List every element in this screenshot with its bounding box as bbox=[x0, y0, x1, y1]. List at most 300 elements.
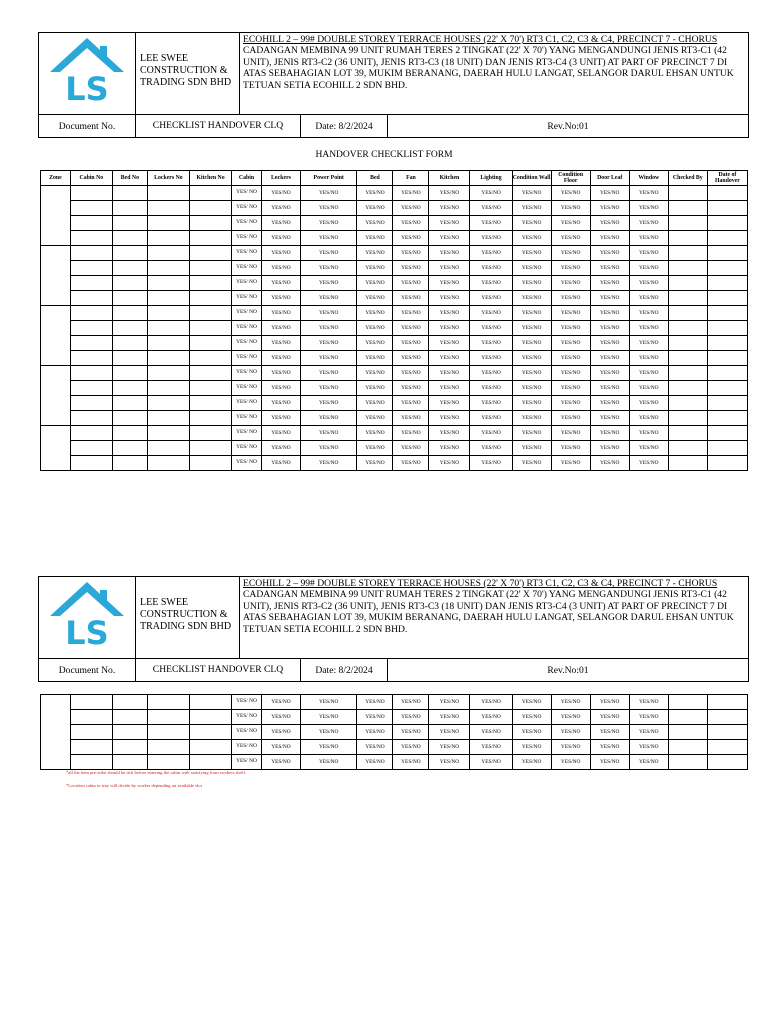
entry-cell[interactable] bbox=[668, 231, 707, 246]
yes-no-cell[interactable]: YES/NO bbox=[470, 426, 512, 441]
yes-no-cell[interactable]: YES/NO bbox=[261, 261, 300, 276]
yes-no-cell[interactable]: YES/NO bbox=[393, 321, 429, 336]
yes-no-cell[interactable]: YES/NO bbox=[300, 291, 357, 306]
yes-no-cell[interactable]: YES/NO bbox=[551, 246, 590, 261]
yes-no-cell[interactable]: YES/NO bbox=[429, 441, 470, 456]
zone-cell[interactable] bbox=[41, 426, 71, 471]
entry-cell[interactable] bbox=[112, 351, 147, 366]
entry-cell[interactable] bbox=[707, 740, 747, 755]
yes-no-cell[interactable]: YES/NO bbox=[470, 695, 512, 710]
entry-cell[interactable] bbox=[112, 366, 147, 381]
yes-no-cell[interactable]: YES/NO bbox=[393, 755, 429, 770]
yes-no-cell[interactable]: YES/NO bbox=[590, 426, 629, 441]
yes-no-cell[interactable]: YES/NO bbox=[629, 426, 668, 441]
cabin-yes-no-cell[interactable]: YES/ NO bbox=[232, 291, 262, 306]
entry-cell[interactable] bbox=[70, 231, 112, 246]
yes-no-cell[interactable]: YES/NO bbox=[629, 216, 668, 231]
entry-cell[interactable] bbox=[189, 201, 231, 216]
yes-no-cell[interactable]: YES/NO bbox=[629, 321, 668, 336]
yes-no-cell[interactable]: YES/NO bbox=[393, 695, 429, 710]
yes-no-cell[interactable]: YES/NO bbox=[590, 261, 629, 276]
yes-no-cell[interactable]: YES/NO bbox=[629, 276, 668, 291]
entry-cell[interactable] bbox=[189, 321, 231, 336]
entry-cell[interactable] bbox=[707, 710, 747, 725]
entry-cell[interactable] bbox=[189, 216, 231, 231]
yes-no-cell[interactable]: YES/NO bbox=[393, 216, 429, 231]
entry-cell[interactable] bbox=[668, 755, 707, 770]
yes-no-cell[interactable]: YES/NO bbox=[590, 216, 629, 231]
entry-cell[interactable] bbox=[70, 426, 112, 441]
yes-no-cell[interactable]: YES/NO bbox=[429, 351, 470, 366]
yes-no-cell[interactable]: YES/NO bbox=[629, 456, 668, 471]
entry-cell[interactable] bbox=[112, 396, 147, 411]
entry-cell[interactable] bbox=[112, 261, 147, 276]
entry-cell[interactable] bbox=[668, 276, 707, 291]
yes-no-cell[interactable]: YES/NO bbox=[393, 426, 429, 441]
entry-cell[interactable] bbox=[147, 321, 189, 336]
yes-no-cell[interactable]: YES/NO bbox=[470, 456, 512, 471]
yes-no-cell[interactable]: YES/NO bbox=[512, 396, 551, 411]
yes-no-cell[interactable]: YES/NO bbox=[590, 381, 629, 396]
zone-cell[interactable] bbox=[41, 366, 71, 426]
yes-no-cell[interactable]: YES/NO bbox=[470, 710, 512, 725]
entry-cell[interactable] bbox=[707, 231, 747, 246]
yes-no-cell[interactable]: YES/NO bbox=[429, 396, 470, 411]
entry-cell[interactable] bbox=[189, 456, 231, 471]
yes-no-cell[interactable]: YES/NO bbox=[357, 261, 393, 276]
entry-cell[interactable] bbox=[707, 456, 747, 471]
yes-no-cell[interactable]: YES/NO bbox=[512, 336, 551, 351]
yes-no-cell[interactable]: YES/NO bbox=[357, 381, 393, 396]
yes-no-cell[interactable]: YES/NO bbox=[590, 725, 629, 740]
entry-cell[interactable] bbox=[668, 740, 707, 755]
yes-no-cell[interactable]: YES/NO bbox=[393, 396, 429, 411]
entry-cell[interactable] bbox=[147, 366, 189, 381]
yes-no-cell[interactable]: YES/NO bbox=[261, 411, 300, 426]
yes-no-cell[interactable]: YES/NO bbox=[470, 755, 512, 770]
yes-no-cell[interactable]: YES/NO bbox=[429, 261, 470, 276]
yes-no-cell[interactable]: YES/NO bbox=[551, 411, 590, 426]
yes-no-cell[interactable]: YES/NO bbox=[512, 186, 551, 201]
entry-cell[interactable] bbox=[668, 321, 707, 336]
entry-cell[interactable] bbox=[189, 306, 231, 321]
entry-cell[interactable] bbox=[70, 336, 112, 351]
cabin-yes-no-cell[interactable]: YES/ NO bbox=[232, 246, 262, 261]
yes-no-cell[interactable]: YES/NO bbox=[393, 441, 429, 456]
yes-no-cell[interactable]: YES/NO bbox=[470, 336, 512, 351]
entry-cell[interactable] bbox=[70, 306, 112, 321]
yes-no-cell[interactable]: YES/NO bbox=[261, 725, 300, 740]
yes-no-cell[interactable]: YES/NO bbox=[512, 201, 551, 216]
yes-no-cell[interactable]: YES/NO bbox=[393, 456, 429, 471]
yes-no-cell[interactable]: YES/NO bbox=[470, 216, 512, 231]
yes-no-cell[interactable]: YES/NO bbox=[629, 695, 668, 710]
yes-no-cell[interactable]: YES/NO bbox=[300, 695, 357, 710]
entry-cell[interactable] bbox=[112, 441, 147, 456]
entry-cell[interactable] bbox=[707, 426, 747, 441]
entry-cell[interactable] bbox=[707, 291, 747, 306]
yes-no-cell[interactable]: YES/NO bbox=[551, 740, 590, 755]
entry-cell[interactable] bbox=[668, 396, 707, 411]
entry-cell[interactable] bbox=[112, 216, 147, 231]
yes-no-cell[interactable]: YES/NO bbox=[512, 246, 551, 261]
yes-no-cell[interactable]: YES/NO bbox=[629, 351, 668, 366]
yes-no-cell[interactable]: YES/NO bbox=[590, 411, 629, 426]
entry-cell[interactable] bbox=[70, 351, 112, 366]
yes-no-cell[interactable]: YES/NO bbox=[261, 216, 300, 231]
entry-cell[interactable] bbox=[189, 381, 231, 396]
yes-no-cell[interactable]: YES/NO bbox=[300, 246, 357, 261]
yes-no-cell[interactable]: YES/NO bbox=[470, 186, 512, 201]
yes-no-cell[interactable]: YES/NO bbox=[300, 276, 357, 291]
yes-no-cell[interactable]: YES/NO bbox=[429, 246, 470, 261]
yes-no-cell[interactable]: YES/NO bbox=[551, 755, 590, 770]
entry-cell[interactable] bbox=[707, 396, 747, 411]
entry-cell[interactable] bbox=[147, 411, 189, 426]
yes-no-cell[interactable]: YES/NO bbox=[629, 186, 668, 201]
entry-cell[interactable] bbox=[668, 366, 707, 381]
yes-no-cell[interactable]: YES/NO bbox=[551, 396, 590, 411]
entry-cell[interactable] bbox=[707, 411, 747, 426]
yes-no-cell[interactable]: YES/NO bbox=[357, 186, 393, 201]
entry-cell[interactable] bbox=[70, 261, 112, 276]
yes-no-cell[interactable]: YES/NO bbox=[393, 276, 429, 291]
yes-no-cell[interactable]: YES/NO bbox=[470, 201, 512, 216]
cabin-yes-no-cell[interactable]: YES/ NO bbox=[232, 381, 262, 396]
yes-no-cell[interactable]: YES/NO bbox=[357, 246, 393, 261]
entry-cell[interactable] bbox=[70, 276, 112, 291]
entry-cell[interactable] bbox=[147, 201, 189, 216]
yes-no-cell[interactable]: YES/NO bbox=[470, 411, 512, 426]
yes-no-cell[interactable]: YES/NO bbox=[300, 201, 357, 216]
yes-no-cell[interactable]: YES/NO bbox=[551, 695, 590, 710]
yes-no-cell[interactable]: YES/NO bbox=[512, 321, 551, 336]
entry-cell[interactable] bbox=[707, 216, 747, 231]
entry-cell[interactable] bbox=[147, 725, 189, 740]
yes-no-cell[interactable]: YES/NO bbox=[300, 740, 357, 755]
entry-cell[interactable] bbox=[189, 710, 231, 725]
yes-no-cell[interactable]: YES/NO bbox=[470, 366, 512, 381]
yes-no-cell[interactable]: YES/NO bbox=[512, 351, 551, 366]
yes-no-cell[interactable]: YES/NO bbox=[551, 261, 590, 276]
yes-no-cell[interactable]: YES/NO bbox=[629, 336, 668, 351]
yes-no-cell[interactable]: YES/NO bbox=[357, 231, 393, 246]
yes-no-cell[interactable]: YES/NO bbox=[357, 216, 393, 231]
yes-no-cell[interactable]: YES/NO bbox=[429, 276, 470, 291]
yes-no-cell[interactable]: YES/NO bbox=[512, 261, 551, 276]
yes-no-cell[interactable]: YES/NO bbox=[551, 231, 590, 246]
yes-no-cell[interactable]: YES/NO bbox=[300, 186, 357, 201]
cabin-yes-no-cell[interactable]: YES/ NO bbox=[232, 725, 262, 740]
yes-no-cell[interactable]: YES/NO bbox=[393, 411, 429, 426]
cabin-yes-no-cell[interactable]: YES/ NO bbox=[232, 261, 262, 276]
yes-no-cell[interactable]: YES/NO bbox=[512, 216, 551, 231]
yes-no-cell[interactable]: YES/NO bbox=[551, 201, 590, 216]
yes-no-cell[interactable]: YES/NO bbox=[429, 755, 470, 770]
yes-no-cell[interactable]: YES/NO bbox=[590, 201, 629, 216]
yes-no-cell[interactable]: YES/NO bbox=[551, 710, 590, 725]
cabin-yes-no-cell[interactable]: YES/ NO bbox=[232, 306, 262, 321]
yes-no-cell[interactable]: YES/NO bbox=[261, 201, 300, 216]
yes-no-cell[interactable]: YES/NO bbox=[393, 710, 429, 725]
yes-no-cell[interactable]: YES/NO bbox=[590, 246, 629, 261]
cabin-yes-no-cell[interactable]: YES/ NO bbox=[232, 441, 262, 456]
yes-no-cell[interactable]: YES/NO bbox=[300, 231, 357, 246]
yes-no-cell[interactable]: YES/NO bbox=[357, 336, 393, 351]
yes-no-cell[interactable]: YES/NO bbox=[551, 336, 590, 351]
yes-no-cell[interactable]: YES/NO bbox=[429, 725, 470, 740]
entry-cell[interactable] bbox=[70, 411, 112, 426]
entry-cell[interactable] bbox=[189, 291, 231, 306]
entry-cell[interactable] bbox=[189, 366, 231, 381]
yes-no-cell[interactable]: YES/NO bbox=[512, 710, 551, 725]
entry-cell[interactable] bbox=[707, 321, 747, 336]
yes-no-cell[interactable]: YES/NO bbox=[629, 381, 668, 396]
yes-no-cell[interactable]: YES/NO bbox=[551, 456, 590, 471]
entry-cell[interactable] bbox=[147, 426, 189, 441]
yes-no-cell[interactable]: YES/NO bbox=[551, 351, 590, 366]
entry-cell[interactable] bbox=[112, 201, 147, 216]
yes-no-cell[interactable]: YES/NO bbox=[590, 231, 629, 246]
yes-no-cell[interactable]: YES/NO bbox=[470, 291, 512, 306]
yes-no-cell[interactable]: YES/NO bbox=[470, 261, 512, 276]
yes-no-cell[interactable]: YES/NO bbox=[357, 411, 393, 426]
cabin-yes-no-cell[interactable]: YES/ NO bbox=[232, 740, 262, 755]
entry-cell[interactable] bbox=[112, 456, 147, 471]
yes-no-cell[interactable]: YES/NO bbox=[357, 725, 393, 740]
yes-no-cell[interactable]: YES/NO bbox=[512, 456, 551, 471]
yes-no-cell[interactable]: YES/NO bbox=[393, 186, 429, 201]
yes-no-cell[interactable]: YES/NO bbox=[357, 740, 393, 755]
entry-cell[interactable] bbox=[668, 426, 707, 441]
yes-no-cell[interactable]: YES/NO bbox=[512, 725, 551, 740]
yes-no-cell[interactable]: YES/NO bbox=[590, 186, 629, 201]
yes-no-cell[interactable]: YES/NO bbox=[429, 291, 470, 306]
yes-no-cell[interactable]: YES/NO bbox=[429, 231, 470, 246]
cabin-yes-no-cell[interactable]: YES/ NO bbox=[232, 276, 262, 291]
entry-cell[interactable] bbox=[147, 261, 189, 276]
yes-no-cell[interactable]: YES/NO bbox=[590, 321, 629, 336]
yes-no-cell[interactable]: YES/NO bbox=[512, 755, 551, 770]
entry-cell[interactable] bbox=[147, 351, 189, 366]
yes-no-cell[interactable]: YES/NO bbox=[300, 321, 357, 336]
yes-no-cell[interactable]: YES/NO bbox=[261, 740, 300, 755]
yes-no-cell[interactable]: YES/NO bbox=[629, 306, 668, 321]
entry-cell[interactable] bbox=[668, 695, 707, 710]
cabin-yes-no-cell[interactable]: YES/ NO bbox=[232, 411, 262, 426]
entry-cell[interactable] bbox=[112, 336, 147, 351]
yes-no-cell[interactable]: YES/NO bbox=[300, 441, 357, 456]
cabin-yes-no-cell[interactable]: YES/ NO bbox=[232, 755, 262, 770]
yes-no-cell[interactable]: YES/NO bbox=[590, 396, 629, 411]
entry-cell[interactable] bbox=[112, 381, 147, 396]
yes-no-cell[interactable]: YES/NO bbox=[590, 456, 629, 471]
yes-no-cell[interactable]: YES/NO bbox=[261, 441, 300, 456]
yes-no-cell[interactable]: YES/NO bbox=[551, 306, 590, 321]
yes-no-cell[interactable]: YES/NO bbox=[470, 396, 512, 411]
entry-cell[interactable] bbox=[668, 246, 707, 261]
yes-no-cell[interactable]: YES/NO bbox=[261, 276, 300, 291]
yes-no-cell[interactable]: YES/NO bbox=[300, 351, 357, 366]
zone-cell[interactable] bbox=[41, 186, 71, 246]
entry-cell[interactable] bbox=[147, 695, 189, 710]
yes-no-cell[interactable]: YES/NO bbox=[357, 441, 393, 456]
entry-cell[interactable] bbox=[668, 411, 707, 426]
entry-cell[interactable] bbox=[112, 291, 147, 306]
yes-no-cell[interactable]: YES/NO bbox=[429, 411, 470, 426]
yes-no-cell[interactable]: YES/NO bbox=[261, 710, 300, 725]
entry-cell[interactable] bbox=[147, 276, 189, 291]
entry-cell[interactable] bbox=[668, 725, 707, 740]
entry-cell[interactable] bbox=[707, 695, 747, 710]
entry-cell[interactable] bbox=[189, 411, 231, 426]
yes-no-cell[interactable]: YES/NO bbox=[629, 725, 668, 740]
yes-no-cell[interactable]: YES/NO bbox=[300, 411, 357, 426]
entry-cell[interactable] bbox=[70, 396, 112, 411]
yes-no-cell[interactable]: YES/NO bbox=[470, 246, 512, 261]
entry-cell[interactable] bbox=[668, 441, 707, 456]
yes-no-cell[interactable]: YES/NO bbox=[393, 366, 429, 381]
yes-no-cell[interactable]: YES/NO bbox=[429, 201, 470, 216]
yes-no-cell[interactable]: YES/NO bbox=[590, 441, 629, 456]
yes-no-cell[interactable]: YES/NO bbox=[261, 426, 300, 441]
yes-no-cell[interactable]: YES/NO bbox=[393, 740, 429, 755]
entry-cell[interactable] bbox=[707, 246, 747, 261]
entry-cell[interactable] bbox=[112, 710, 147, 725]
entry-cell[interactable] bbox=[189, 755, 231, 770]
entry-cell[interactable] bbox=[189, 351, 231, 366]
entry-cell[interactable] bbox=[668, 291, 707, 306]
entry-cell[interactable] bbox=[70, 725, 112, 740]
yes-no-cell[interactable]: YES/NO bbox=[470, 276, 512, 291]
yes-no-cell[interactable]: YES/NO bbox=[429, 426, 470, 441]
entry-cell[interactable] bbox=[189, 740, 231, 755]
yes-no-cell[interactable]: YES/NO bbox=[590, 710, 629, 725]
yes-no-cell[interactable]: YES/NO bbox=[429, 366, 470, 381]
yes-no-cell[interactable]: YES/NO bbox=[393, 201, 429, 216]
yes-no-cell[interactable]: YES/NO bbox=[629, 396, 668, 411]
entry-cell[interactable] bbox=[707, 755, 747, 770]
entry-cell[interactable] bbox=[112, 276, 147, 291]
entry-cell[interactable] bbox=[668, 381, 707, 396]
entry-cell[interactable] bbox=[668, 456, 707, 471]
yes-no-cell[interactable]: YES/NO bbox=[512, 291, 551, 306]
cabin-yes-no-cell[interactable]: YES/ NO bbox=[232, 321, 262, 336]
entry-cell[interactable] bbox=[707, 381, 747, 396]
yes-no-cell[interactable]: YES/NO bbox=[629, 246, 668, 261]
yes-no-cell[interactable]: YES/NO bbox=[300, 381, 357, 396]
yes-no-cell[interactable]: YES/NO bbox=[261, 336, 300, 351]
yes-no-cell[interactable]: YES/NO bbox=[590, 366, 629, 381]
yes-no-cell[interactable]: YES/NO bbox=[629, 231, 668, 246]
entry-cell[interactable] bbox=[147, 710, 189, 725]
yes-no-cell[interactable]: YES/NO bbox=[470, 321, 512, 336]
entry-cell[interactable] bbox=[112, 725, 147, 740]
yes-no-cell[interactable]: YES/NO bbox=[429, 306, 470, 321]
entry-cell[interactable] bbox=[112, 306, 147, 321]
yes-no-cell[interactable]: YES/NO bbox=[629, 261, 668, 276]
entry-cell[interactable] bbox=[707, 441, 747, 456]
entry-cell[interactable] bbox=[668, 351, 707, 366]
entry-cell[interactable] bbox=[147, 231, 189, 246]
entry-cell[interactable] bbox=[189, 695, 231, 710]
entry-cell[interactable] bbox=[707, 261, 747, 276]
zone-cell[interactable] bbox=[41, 246, 71, 306]
yes-no-cell[interactable]: YES/NO bbox=[393, 246, 429, 261]
yes-no-cell[interactable]: YES/NO bbox=[470, 740, 512, 755]
yes-no-cell[interactable]: YES/NO bbox=[300, 710, 357, 725]
entry-cell[interactable] bbox=[147, 441, 189, 456]
entry-cell[interactable] bbox=[70, 216, 112, 231]
entry-cell[interactable] bbox=[70, 201, 112, 216]
cabin-yes-no-cell[interactable]: YES/ NO bbox=[232, 336, 262, 351]
yes-no-cell[interactable]: YES/NO bbox=[261, 396, 300, 411]
entry-cell[interactable] bbox=[147, 336, 189, 351]
yes-no-cell[interactable]: YES/NO bbox=[300, 396, 357, 411]
entry-cell[interactable] bbox=[707, 201, 747, 216]
entry-cell[interactable] bbox=[707, 366, 747, 381]
yes-no-cell[interactable]: YES/NO bbox=[551, 186, 590, 201]
entry-cell[interactable] bbox=[70, 456, 112, 471]
entry-cell[interactable] bbox=[707, 276, 747, 291]
entry-cell[interactable] bbox=[70, 186, 112, 201]
yes-no-cell[interactable]: YES/NO bbox=[429, 336, 470, 351]
yes-no-cell[interactable]: YES/NO bbox=[357, 456, 393, 471]
entry-cell[interactable] bbox=[189, 261, 231, 276]
entry-cell[interactable] bbox=[70, 740, 112, 755]
entry-cell[interactable] bbox=[112, 231, 147, 246]
entry-cell[interactable] bbox=[707, 306, 747, 321]
entry-cell[interactable] bbox=[112, 186, 147, 201]
yes-no-cell[interactable]: YES/NO bbox=[357, 351, 393, 366]
yes-no-cell[interactable]: YES/NO bbox=[629, 710, 668, 725]
yes-no-cell[interactable]: YES/NO bbox=[300, 216, 357, 231]
yes-no-cell[interactable]: YES/NO bbox=[393, 725, 429, 740]
yes-no-cell[interactable]: YES/NO bbox=[590, 291, 629, 306]
entry-cell[interactable] bbox=[70, 381, 112, 396]
entry-cell[interactable] bbox=[668, 710, 707, 725]
yes-no-cell[interactable]: YES/NO bbox=[590, 351, 629, 366]
cabin-yes-no-cell[interactable]: YES/ NO bbox=[232, 231, 262, 246]
entry-cell[interactable] bbox=[707, 351, 747, 366]
entry-cell[interactable] bbox=[189, 231, 231, 246]
entry-cell[interactable] bbox=[668, 186, 707, 201]
entry-cell[interactable] bbox=[189, 725, 231, 740]
cabin-yes-no-cell[interactable]: YES/ NO bbox=[232, 426, 262, 441]
yes-no-cell[interactable]: YES/NO bbox=[261, 381, 300, 396]
yes-no-cell[interactable]: YES/NO bbox=[261, 231, 300, 246]
yes-no-cell[interactable]: YES/NO bbox=[300, 366, 357, 381]
yes-no-cell[interactable]: YES/NO bbox=[512, 231, 551, 246]
entry-cell[interactable] bbox=[189, 246, 231, 261]
yes-no-cell[interactable]: YES/NO bbox=[357, 426, 393, 441]
yes-no-cell[interactable]: YES/NO bbox=[512, 276, 551, 291]
yes-no-cell[interactable]: YES/NO bbox=[357, 396, 393, 411]
yes-no-cell[interactable]: YES/NO bbox=[470, 381, 512, 396]
yes-no-cell[interactable]: YES/NO bbox=[590, 336, 629, 351]
entry-cell[interactable] bbox=[112, 740, 147, 755]
yes-no-cell[interactable]: YES/NO bbox=[470, 231, 512, 246]
cabin-yes-no-cell[interactable]: YES/ NO bbox=[232, 216, 262, 231]
entry-cell[interactable] bbox=[189, 186, 231, 201]
yes-no-cell[interactable]: YES/NO bbox=[393, 381, 429, 396]
yes-no-cell[interactable]: YES/NO bbox=[512, 740, 551, 755]
entry-cell[interactable] bbox=[112, 411, 147, 426]
yes-no-cell[interactable]: YES/NO bbox=[357, 710, 393, 725]
entry-cell[interactable] bbox=[668, 261, 707, 276]
yes-no-cell[interactable]: YES/NO bbox=[629, 411, 668, 426]
yes-no-cell[interactable]: YES/NO bbox=[590, 306, 629, 321]
